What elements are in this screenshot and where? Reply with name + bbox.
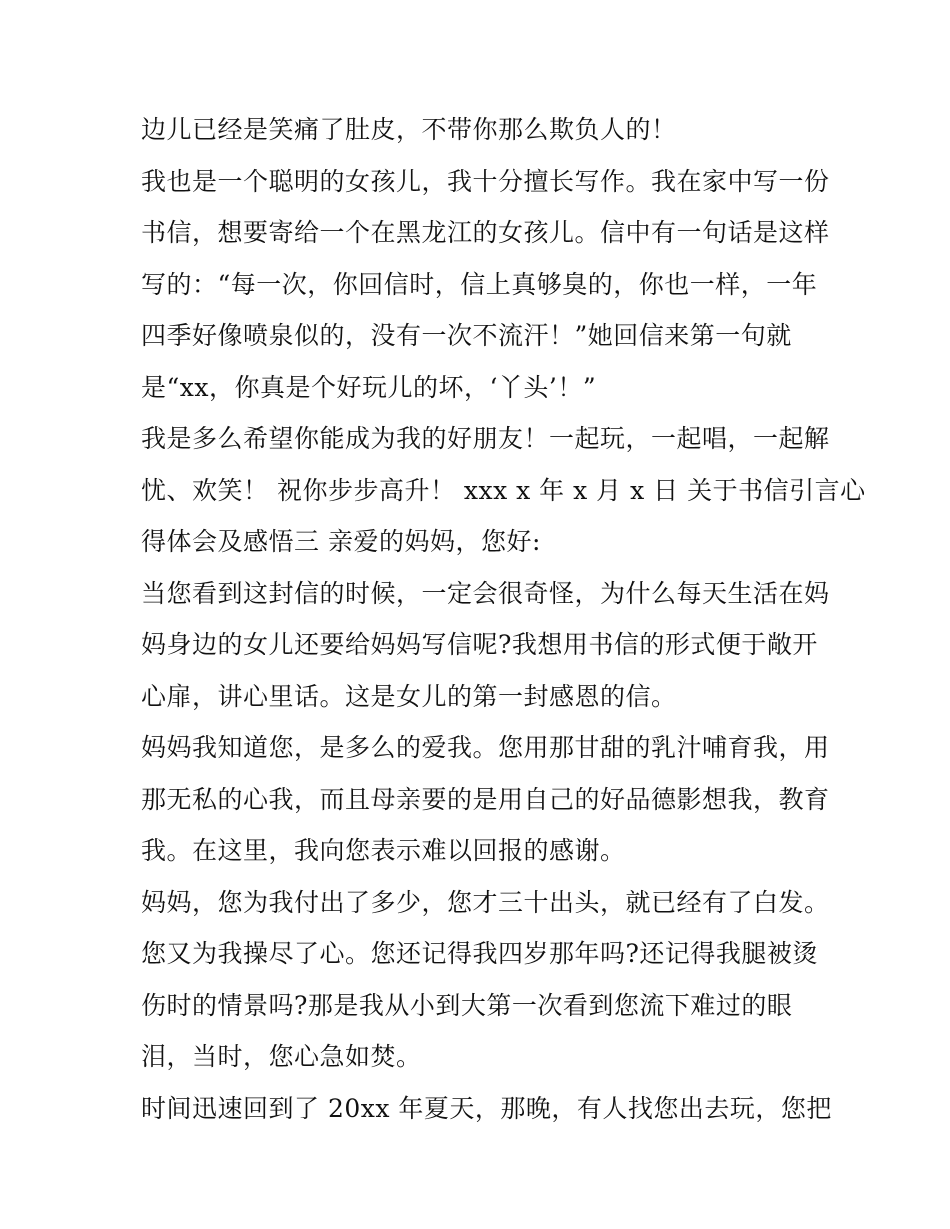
text-line: 妈身边的女儿还要给妈妈写信呢?我想用书信的形式便于敞开 bbox=[141, 630, 818, 659]
text-line: 我也是一个聪明的女孩儿，我十分擅长写作。我在家中写一份 bbox=[141, 166, 830, 196]
text-line: 泪，当时，您心急如焚。 bbox=[141, 1042, 422, 1071]
text-line: 心扉，讲心里话。这是女儿的第一封感恩的信。 bbox=[141, 681, 677, 711]
text-line: 妈妈，您为我付出了多少，您才三十出头，就已经有了白发。 bbox=[141, 887, 830, 917]
text-line: 是“xx，你真是个好玩儿的坏，‘丫头’！” bbox=[141, 372, 597, 402]
text-line: 我。在这里，我向您表示难以回报的感谢。 bbox=[141, 836, 626, 865]
document-body bbox=[141, 104, 866, 1134]
text-line: 当您看到这封信的时候，一定会很奇怪，为什么每天生活在妈 bbox=[141, 578, 830, 608]
text-line: 忧、欢笑！ 祝你步步高升！ xxx x 年 x 月 x 日 关于书信引言心 bbox=[141, 475, 866, 505]
text-line: 伤时的情景吗?那是我从小到大第一次看到您流下难过的眼 bbox=[141, 990, 793, 1020]
text-line: 我是多么希望你能成为我的好朋友！一起玩，一起唱，一起解 bbox=[141, 424, 830, 453]
text-line: 写的：“每一次，你回信时，信上真够臭的，你也一样，一年 bbox=[141, 269, 818, 299]
text-line: 得体会及感悟三 亲爱的妈妈，您好: bbox=[141, 527, 541, 556]
text-line: 边儿已经是笑痛了肚皮，不带你那么欺负人的！ bbox=[141, 115, 677, 144]
text-line: 四季好像喷泉似的，没有一次不流汗！”她回信来第一句就 bbox=[141, 321, 792, 350]
text-line: 书信，想要寄给一个在黑龙江的女孩儿。信中有一句话是这样 bbox=[141, 218, 830, 247]
text-line: 您又为我操尽了心。您还记得我四岁那年吗?还记得我腿被烫 bbox=[141, 939, 818, 968]
text-line: 妈妈我知道您，是多么的爱我。您用那甘甜的乳汁哺育我，用 bbox=[141, 733, 830, 762]
text-line: 那无私的心我，而且母亲要的是用自己的好品德影想我，教育 bbox=[141, 784, 830, 814]
text-line: 时间迅速回到了 20xx 年夏天，那晚，有人找您出去玩，您把 bbox=[141, 1093, 832, 1123]
